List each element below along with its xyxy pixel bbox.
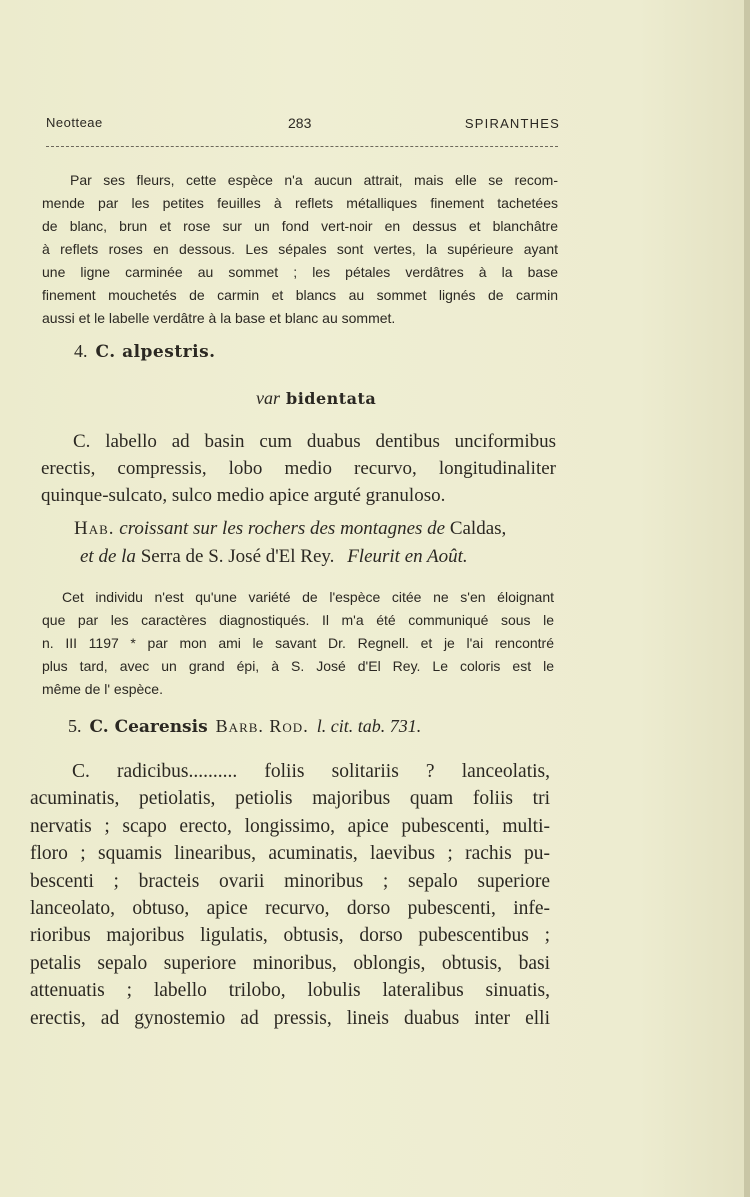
text-line: une ligne carminée au sommet ; les pétales verdâtres à la base [42, 264, 558, 280]
text-line: C. radicibus.......... foliis solitariis ? lanceolatis, [72, 761, 550, 782]
text-line: de blanc, brun et rose sur un fond vert-noir en dessus et blanchâtre [42, 218, 558, 234]
variety-prefix: var [256, 388, 280, 408]
running-head [46, 115, 560, 135]
text-line: aussi et le labelle verdâtre à la base et blanc au sommet. [42, 310, 396, 326]
text-line: n. III 1197 * par mon ami le savant Dr. Regnell. et je l'ai rencontré [42, 635, 554, 651]
species-heading-4 [74, 341, 216, 362]
species-number: 5. [68, 716, 82, 736]
text-line: C. labello ad basin cum duabus dentibus unciformibus [73, 431, 556, 452]
intro-paragraph [42, 169, 558, 330]
page-edge [744, 0, 750, 1197]
header-rule [46, 146, 558, 147]
text-line: à reflets roses en dessous. Les sépales sont vertes, la supérieure ayant [42, 241, 558, 257]
text-line: nervatis ; scapo erecto, longissimo, apice pubescenti, multi- [30, 815, 550, 837]
latin-description-4 [41, 428, 556, 509]
species-name: C. Cearensis [89, 717, 208, 737]
text-line: attenuatis ; labello trilobo, lobulis lateralibus sinuatis, [30, 980, 550, 1002]
habitat-place: Serra de S. José d'El Rey. [140, 546, 335, 567]
species-heading-5 [68, 716, 431, 737]
habitat-line-2 [80, 546, 468, 568]
habitat-label: Hab. [74, 518, 115, 539]
text-line: même de l' espèce. [42, 681, 163, 697]
text-line: rioribus majoribus ligulatis, obtusis, dorso pubescentibus ; [30, 925, 550, 947]
note-paragraph [42, 586, 554, 701]
variety-heading [256, 388, 376, 409]
text-line: quinque-sulcato, sulco medio apice arguté granuloso. [41, 485, 446, 506]
species-authority: Barb. Rod. [215, 716, 309, 736]
habitat-text: croissant sur les rochers des montagnes de [119, 518, 446, 539]
text-line: acuminatis, petiolatis, petiolis majoribus quam foliis tri [30, 788, 550, 810]
page-number: 283 [288, 115, 312, 131]
tribe-name: Neotteae [46, 115, 103, 130]
text-line: lanceolato, obtuso, apice recurvo, dorso pubescenti, infe- [30, 897, 550, 919]
habitat-line-1 [74, 518, 506, 540]
habitat-place: Caldas, [449, 518, 507, 539]
species-number: 4. [74, 341, 88, 361]
text-line: plus tard, avec un grand épi, à S. José d'El Rey. Le coloris est le [42, 658, 554, 674]
text-line: mende par les petites feuilles à reflets métalliques finement tachetées [42, 195, 558, 211]
species-reference: l. cit. tab. 731. [316, 716, 422, 736]
text-line: Cet individu n'est qu'une variété de l'espèce citée ne s'en éloignant [62, 589, 554, 605]
species-name: C. alpestris. [95, 342, 216, 362]
variety-name: bidentata [286, 389, 377, 408]
genus-name: SPIRANTHES [464, 116, 560, 131]
text-line: erectis, ad gynostemio ad pressis, lineis duabus inter elli [30, 1007, 550, 1029]
text-line: erectis, compressis, lobo medio recurvo, longitudinaliter [41, 458, 556, 479]
latin-description-5 [30, 758, 550, 1032]
text-line: floro ; squamis linearibus, acuminatis, laevibus ; rachis pu- [30, 843, 550, 865]
flowering-time: Fleurit en Août. [347, 546, 468, 567]
text-line: petalis sepalo superiore minoribus, oblongis, obtusis, basi [30, 952, 550, 974]
text-line: finement mouchetés de carmin et blancs au sommet lignés de carmin [42, 287, 558, 303]
text-line: bescenti ; bracteis ovarii minoribus ; sepalo superiore [30, 870, 550, 892]
text-line: Par ses fleurs, cette espèce n'a aucun attrait, mais elle se recom- [70, 172, 558, 188]
text-line: que par les caractères diagnostiqués. Il m'a été communiqué sous le [42, 612, 554, 628]
habitat-text: et de la [80, 546, 136, 567]
